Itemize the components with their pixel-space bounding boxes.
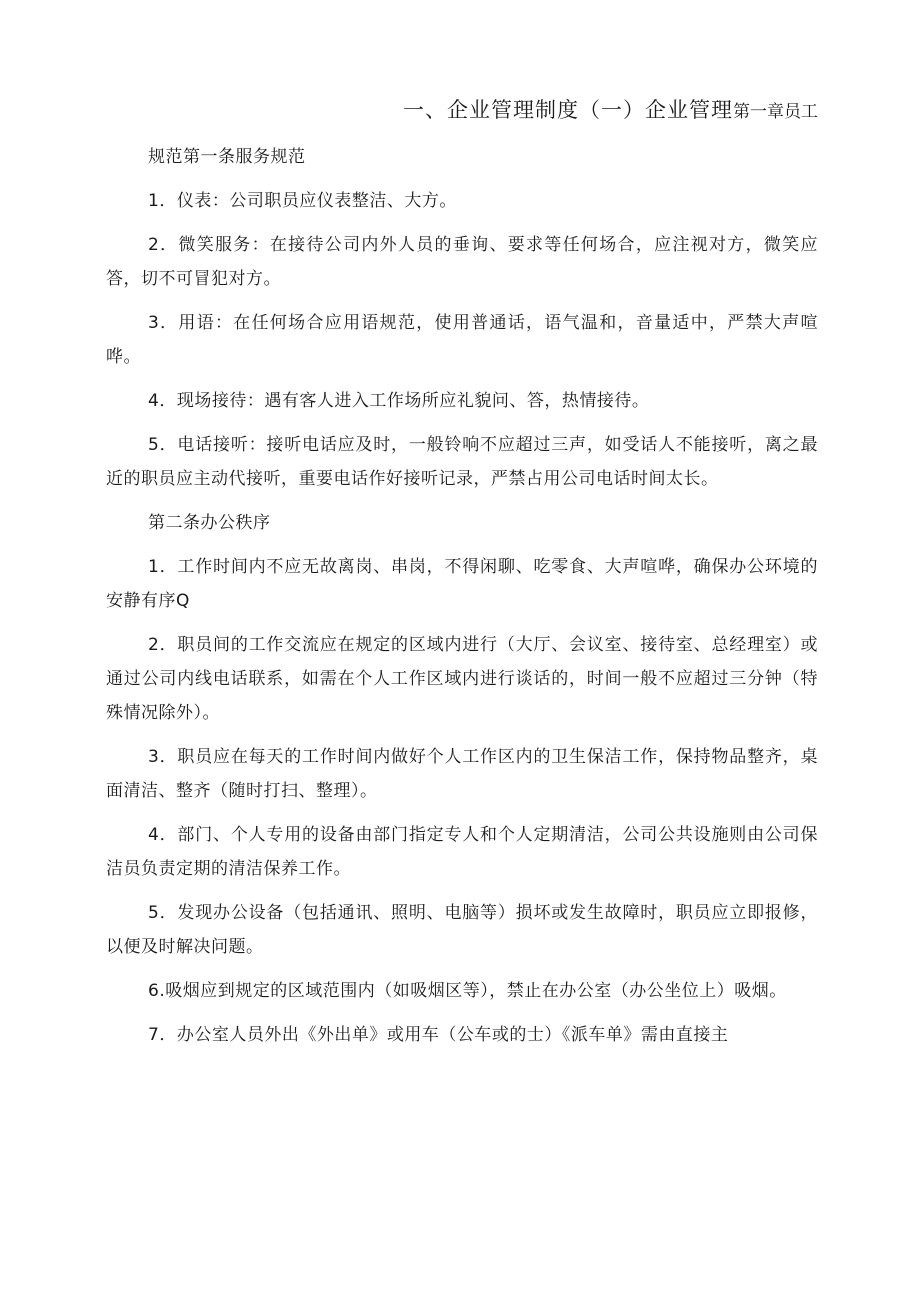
document-body	[106, 140, 818, 1062]
paragraph: 2．微笑服务：在接待公司内外人员的垂询、要求等任何场合，应注视对方，微笑应答，切不可冒犯对方。	[106, 235, 818, 289]
paragraph: 5．电话接听：接听电话应及时，一般铃响不应超过三声，如受话人不能接听，离之最近的职员应主动代接听，重要电话作好接听记录，严禁占用公司电话时间太长。	[106, 435, 818, 489]
paragraph: 规范第一条服务规范	[148, 147, 306, 167]
paragraph: 4．现场接待：遇有客人进入工作场所应礼貌问、答，热情接待。	[148, 391, 650, 411]
section-heading: 第二条办公秩序	[148, 513, 271, 533]
paragraph: 2．职员间的工作交流应在规定的区域内进行（大厅、会议室、接待室、总经理室）或通过公司内线电话联系，如需在个人工作区域内进行谈话的，时间一般不应超过三分钟（特殊情况除外）。	[106, 635, 818, 723]
paragraph: 3．用语：在任何场合应用语规范，使用普通话，语气温和，音量适中，严禁大声喧哗。	[106, 313, 818, 367]
title-suffix: 第一章员工	[733, 102, 818, 122]
paragraph: 1．仪表：公司职员应仪表整洁、大方。	[148, 191, 457, 211]
page-title	[403, 94, 818, 124]
paragraph: 4．部门、个人专用的设备由部门指定专人和个人定期清洁，公司公共设施则由公司保洁员负责定期的清洁保养工作。	[106, 825, 818, 879]
paragraph: 6.吸烟应到规定的区域范围内（如吸烟区等），禁止在办公室（办公坐位上）吸烟。	[148, 981, 787, 1001]
paragraph: 7．办公室人员外出《外出单》或用车（公车或的士）《派车单》需由直接主	[148, 1025, 729, 1045]
paragraph: 5．发现办公设备（包括通讯、照明、电脑等）损坏或发生故障时，职员应立即报修，以便及时解决问题。	[106, 903, 818, 957]
title-main: 一、企业管理制度（一）企业管理	[403, 98, 733, 122]
paragraph: 3．职员应在每天的工作时间内做好个人工作区内的卫生保洁工作，保持物品整齐，桌面清洁、整齐（随时打扫、整理）。	[106, 747, 818, 801]
paragraph: 1．工作时间内不应无故离岗、串岗，不得闲聊、吃零食、大声喧哗，确保办公环境的安静有序Q	[106, 557, 818, 611]
